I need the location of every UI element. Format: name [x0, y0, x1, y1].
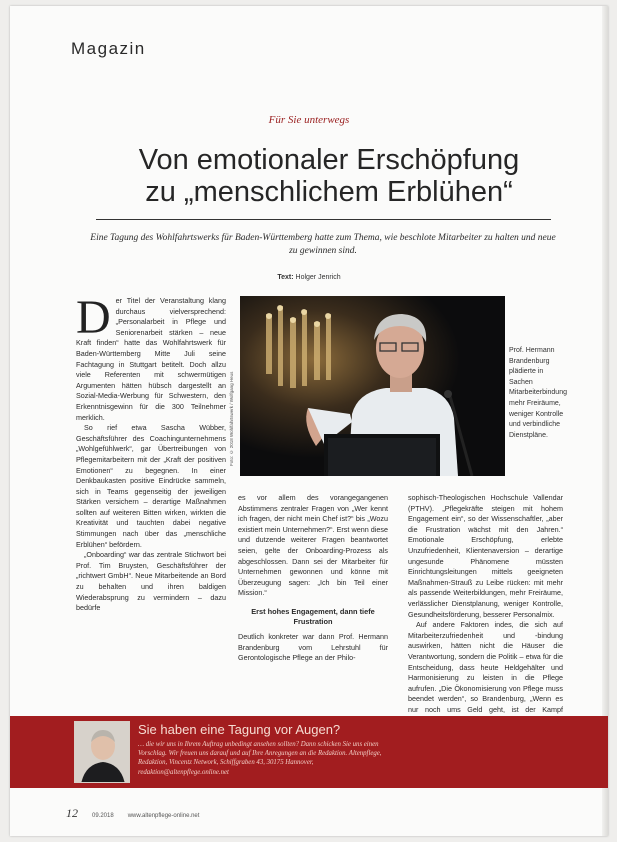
issue-date: 09.2018: [92, 813, 114, 819]
article-paragraph: „Onboarding“ war das zentrale Stichwort bei Prof. Tim Bruysten, Geschäftsführer der „richtwert GmbH“. Neue Mitarbeitende an Bord zu behalten und ihren baldigen Wiederabsprung zu vermindern – dazu bedürfe: [76, 550, 226, 613]
magazine-page: [10, 6, 608, 836]
section-label: Magazin: [71, 39, 146, 58]
article-paragraph: Deutlich konkreter war dann Prof. Hermann Brandenburg vom Lehrstuhl für Gerontologische Pflege an der Philo-: [238, 631, 388, 663]
article-paragraph: [408, 620, 563, 726]
speaker-photo-illustration: [240, 296, 505, 476]
banner-text: … die wir uns in Ihrem Auftrag unbedingt ansehen sollten? Dann schicken Sie uns einen Vorschlag. Wir freuen uns darauf und auf Ihre Anregungen an die Redaktion. Altenpflege, Redaktion, Vincentz Network, Schiffgraben 43, 30175 Hannover, redaktion@altenpflege.online.net: [138, 741, 382, 776]
article-column-3: [408, 493, 563, 726]
page-spine-shadow: [602, 6, 608, 836]
banner-heading: Sie haben eine Tagung vor Augen?: [138, 722, 341, 737]
photo-caption: Prof. Hermann Brandenburg plädierte in Sachen Mitarbeiterbindung mehr Freiräume, weniger Kontrolle und verbindliche Dienstpläne.: [509, 347, 567, 439]
portrait-illustration: [75, 722, 130, 783]
article-paragraph: So rief etwa Sascha Wübber, Geschäftsführer des Coachingunternehmens „Wohlgefühlwerk“, gar Übertreibungen von Pflegemitarbeitern mit der „Kraft der positiven Emotionen“ zu begegnen. In einer Denkbaukasten positive Eindrücke sammeln, sich in Teams gegenseitig der jeweiligen Stärken versichern – derartige Maßnahmen sollten auf weiteren Bitten wirken, wirkten die Kreativität und tauchten dabei negative Stimmungen nach über das „menschliche Erblühen“ befördern.: [76, 423, 226, 549]
headline-rule: [96, 219, 551, 220]
subheading: Erst hohes Engagement, dann tiefe Frustration: [251, 606, 375, 626]
paragraph-text: Auf andere Faktoren indes, die sich auf Mitarbeiterzufriedenheit und -bindung auswirken, hätten nicht die Häuser die Verantwortung, sondern die Politik – etwa für die Entscheidung, dass heute Heldgehälter und Harmonisierung zu leisten in die Pflege aufrufen. „Die Ökonomisierung von Pflege muss beendet werden“, so Brandenburg, „Wenn es nur noch ums Geld geht, ist der Kampf: [408, 620, 563, 714]
article-paragraph: sophisch-Theologischen Hochschule Vallendar (PTHV). „Pflegekräfte steigen mit hohem Engagement ein“, so der Wissenschaftler, „aber die Frustration wächst mit den Jahren.“ Emotionale Erschöpfung, erlebte Unzufriedenheit, Klientenaversion – derartige ungesunde Phänomene müssten Einrichtungsleitungen mittels geeigneten Maßnahmen-Strauß zu Leibe rücken: mit mehr als passende Weiterbildungen, mehr Freiräume, verlässlicher Dienstplanung, weniger Kontrolle, Gesundheitsförderung, besserer Personalmix.: [408, 493, 563, 619]
byline-author: Holger Jenrich: [295, 274, 341, 281]
byline: [10, 274, 608, 281]
article-column-2: [238, 493, 388, 664]
page-footer: [66, 806, 199, 821]
page-number: 12: [66, 806, 78, 820]
article-column-1: [76, 291, 226, 614]
article-paragraph: es vor allem des vorangegangenen Abstimmens zentraler Fragen von „Wer kennt ich fragen, der nicht mein Chef ist?“ bis „Wozu existiert mein Unternehmen?“. Erst wenn diese und dutzende weiterer Fragen beantwortet seien, gelte der Onboarding-Prozess als abgeschlossen. Dann sei der Mitarbeiter für Unternehmen gewonnen und könne mit Überzeugung sagen: „Ich bin Teil einer Mission.“: [238, 493, 388, 598]
headline-line-2: zu „menschlichem Erblühen“: [145, 176, 513, 208]
article-paragraph: [76, 291, 226, 423]
call-to-action-banner: [10, 716, 608, 788]
byline-label: Text:: [277, 274, 294, 281]
headline: [50, 144, 608, 208]
footer-url: www.altenpflege-online.net: [127, 813, 200, 819]
editor-portrait: [74, 721, 130, 783]
headline-line-1: Von emotionaler Erschöpfung: [138, 144, 520, 176]
drop-cap: D: [76, 291, 111, 344]
article-photo: [240, 296, 505, 476]
deck-text: Eine Tagung des Wohlfahrtswerks für Baden-Württemberg hatte zum Thema, wie beschlote Mitarbeiter zu halten und neue zu gewinnen sind.: [90, 233, 556, 256]
paragraph-text: er Titel der Veranstaltung klang durchaus vielversprechend: „Personalarbeit in Pflege und Seniorenarbeit stärken – neue Kraft finden“ hatte das Wohlfahrtswerk für Baden-Württemberg Mitte Juli seine Fachtagung in Stuttgart betitelt. Doch allzu viele Referenten mit schwermütigen Argumenten hätten hübsch dargestellt an Sozial-Media-Werbung für Schwestern, den Erkenntnisgewinn für die 300 Teilnehmer merklich.: [76, 296, 226, 422]
kicker: Für Sie unterwegs: [268, 114, 350, 126]
photo-credit: Foto: © 2018 Wohlfahrtswerk / Wolfgang Heus: [229, 371, 234, 466]
